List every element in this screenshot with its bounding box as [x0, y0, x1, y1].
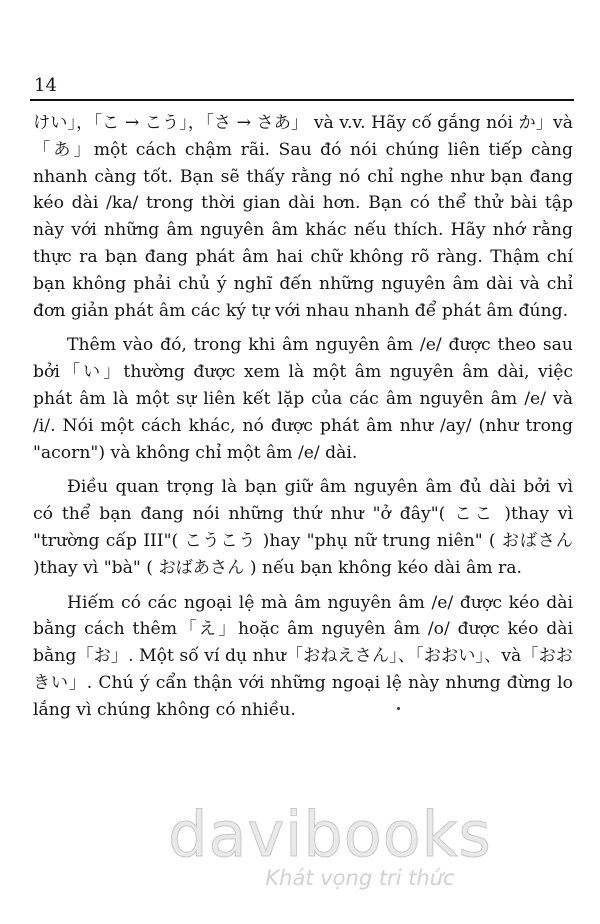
body-text [33, 110, 573, 732]
watermark-title: davibooks [168, 798, 492, 871]
paragraph-2: Thêm vào đó, trong khi âm nguyên âm /e/ được theo sau bởi「い」thường được xem là một âm nguyên âm dài, việc phát âm là một sự liên kết lặp của các âm nguyên âm /e/ và /i/. Nói một cách khác, nó được phát âm như /ay/ (như trong "acorn") và không chỉ một âm /e/ dài. [33, 335, 573, 463]
paragraph-1: けい」，「こ → こう」，「さ → さあ」 và v.v. Hãy cố gắng nói か」và「あ」một cách chậm rãi. Sau đó nói chúng liên tiếp càng nhanh càng tốt. Bạn sẽ thấy rằng nó chỉ nghe như bạn đang kéo dài /ka/ trong thời gian dài hơn. Bạn có thể thử bài tập này với những âm nguyên âm khác nếu thích. Hãy nhớ rằng thực ra bạn đang phát âm hai chữ không rõ ràng. Thậm chí bạn không phải chủ ý nghĩ đến những nguyên âm dài và chỉ đơn giản phát âm các ký tự với nhau nhanh để phát âm đúng. [33, 113, 573, 321]
page-number: 14 [34, 75, 57, 96]
paragraph-3: Điều quan trọng là bạn giữ âm nguyên âm đủ dài bởi vì có thể bạn đang nói những thứ như "ở đây"( ここ )thay vì "trường cấp III"( こうこう )hay "phụ nữ trung niên" ( おばさん )thay vì "bà" ( おばあさん ) nếu bạn không kéo dài âm ra. [33, 477, 573, 578]
paragraph-4: Hiếm có các ngoại lệ mà âm nguyên âm /e/ được kéo dài bằng cách thêm「え」hoặc âm nguyên âm /o/ được kéo dài bằng「お」. Một số ví dụ như「おねえさん」、「おおい」、và「おおきい」. Chú ý cẩn thận với những ngoại lệ này nhưng đừng lo lắng vì chúng không có nhiều. [33, 592, 573, 720]
stray-dot [397, 707, 400, 710]
watermark [0, 800, 600, 890]
watermark-slogan: Khát vọng tri thức [265, 866, 455, 890]
header-rule [30, 99, 574, 101]
